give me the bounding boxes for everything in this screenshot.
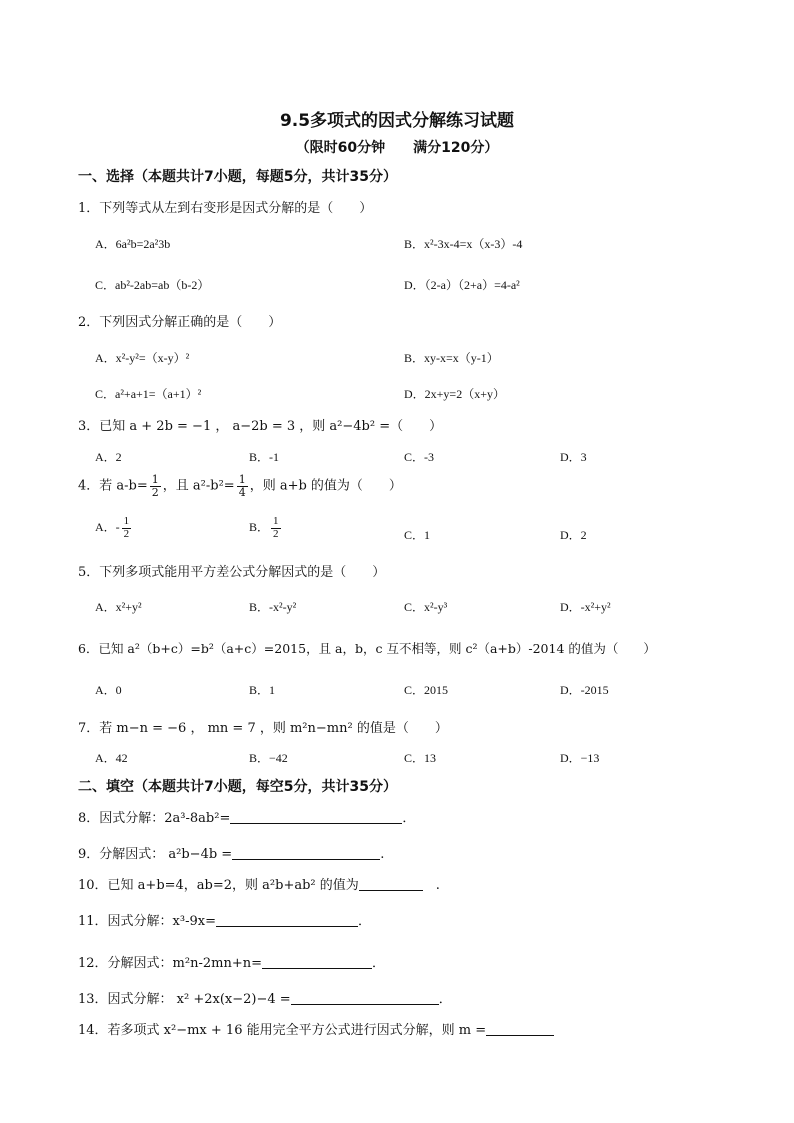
question-4-option-b: B． $\frac{1}{2}$ — [249, 515, 279, 540]
question-10: 10．已知 a+b=4，ab=2，则 a²b+ab² 的值为 . — [78, 878, 440, 893]
question-1-stem: 1．下列等式从左到右变形是因式分解的是（ ） — [78, 201, 373, 216]
question-6-option-b: B．1 — [249, 683, 276, 697]
question-3-option-b: B．-1 — [249, 450, 280, 464]
question-7-option-c: C．13 — [404, 751, 437, 765]
section-heading-fill-in: 二、填空（本题共计7小题，每空5分，共计35分） — [78, 779, 397, 795]
question-7-option-b: B．−42 — [249, 751, 288, 765]
question-4-text-mid: ，且 a²-b²= — [162, 478, 235, 494]
page-subtitle: （限时60分钟 满分120分） — [295, 140, 499, 156]
question-6-option-c: C．2015 — [404, 683, 449, 697]
question-4-text-pre: 4．若 a-b= — [78, 478, 148, 494]
question-5-stem: 5．下列多项式能用平方差公式分解因式的是（ ） — [78, 565, 386, 580]
answer-blank-10[interactable] — [359, 878, 423, 891]
question-4-option-c: C．1 — [404, 528, 431, 542]
question-4-option-d: D．2 — [560, 528, 587, 542]
question-12: 12．分解因式：m²n-2mn+n= ． — [78, 956, 385, 971]
question-2-option-c: C．a²+a+1=（a+1）² — [95, 387, 202, 401]
section-heading-choice: 一、选择（本题共计7小题，每题5分，共计35分） — [78, 169, 397, 185]
question-7-option-a: A．42 — [95, 751, 128, 765]
question-2-option-a: A．x²-y²=（x-y）² — [95, 351, 190, 365]
question-2-option-d: D．2x+y=2（x+y） — [404, 387, 505, 401]
question-14: 14．若多项式 x²−mx + 16 能用完全平方公式进行因式分解，则 m = — [78, 1019, 554, 1038]
answer-blank-9[interactable] — [232, 847, 380, 860]
question-1-option-b: B．x²-3x-4=x（x-3）-4 — [404, 237, 523, 251]
question-5-option-d: D．-x²+y² — [560, 600, 611, 614]
question-3-option-c: C．-3 — [404, 450, 435, 464]
question-5-option-b: B．-x²-y² — [249, 600, 297, 614]
question-8: 8．因式分解：2a³-8ab²= ． — [78, 811, 416, 826]
question-11: 11．因式分解：x³-9x= ． — [78, 914, 371, 929]
question-4-option-a: A．- $\frac{1}{2}$ — [95, 515, 130, 540]
question-9: 9．分解因式： a²b−4b = . — [78, 847, 385, 862]
fraction-one-quarter: $\frac{1}{4}$ — [238, 473, 246, 499]
question-4-stem — [78, 474, 402, 498]
question-3-option-a: A．2 — [95, 450, 122, 464]
question-5-option-c: C．x²-y³ — [404, 600, 448, 614]
answer-blank-11[interactable] — [216, 914, 358, 927]
question-6-option-a: A．0 — [95, 683, 122, 697]
question-2-option-b: B．xy-x=x（y-1） — [404, 351, 499, 365]
fraction-one-half: $\frac{1}{2}$ — [151, 473, 159, 499]
question-2-stem: 2．下列因式分解正确的是（ ） — [78, 315, 282, 330]
page-title: 9.5多项式的因式分解练习试题 — [279, 111, 515, 131]
question-1-option-d: D．（2-a）（2+a）=4-a² — [404, 278, 520, 292]
answer-blank-13[interactable] — [291, 992, 439, 1005]
question-4-text-post: ，则 a+b 的值为（ ） — [249, 478, 402, 494]
question-7-stem: 7．若 m−n = −6 ， mn = 7 ，则 m²n−mn² 的值是（ ） — [78, 721, 448, 736]
question-6-option-d: D．-2015 — [560, 683, 609, 697]
question-1-option-a: A．6a²b=2a²3b — [95, 237, 171, 251]
question-7-option-d: D．−13 — [560, 751, 600, 765]
answer-blank-8[interactable] — [230, 811, 402, 824]
answer-blank-14[interactable] — [486, 1023, 554, 1036]
question-3-stem: 3．已知 a + 2b = −1 ， a−2b = 3 ，则 a²−4b² =（ ） — [78, 419, 443, 434]
question-1-option-c: C．ab²-2ab=ab（b-2） — [95, 278, 210, 292]
question-5-option-a: A．x²+y² — [95, 600, 142, 614]
question-3-option-d: D．3 — [560, 450, 587, 464]
question-6-stem: 6．已知 a²（b+c）=b²（a+c）=2015，且 a，b，c 互不相等，则 c²（a+b）-2014 的值为（ ） — [78, 641, 656, 656]
question-13: 13．因式分解： x² +2x(x−2)−4 = ． — [78, 992, 452, 1007]
answer-blank-12[interactable] — [262, 956, 372, 969]
